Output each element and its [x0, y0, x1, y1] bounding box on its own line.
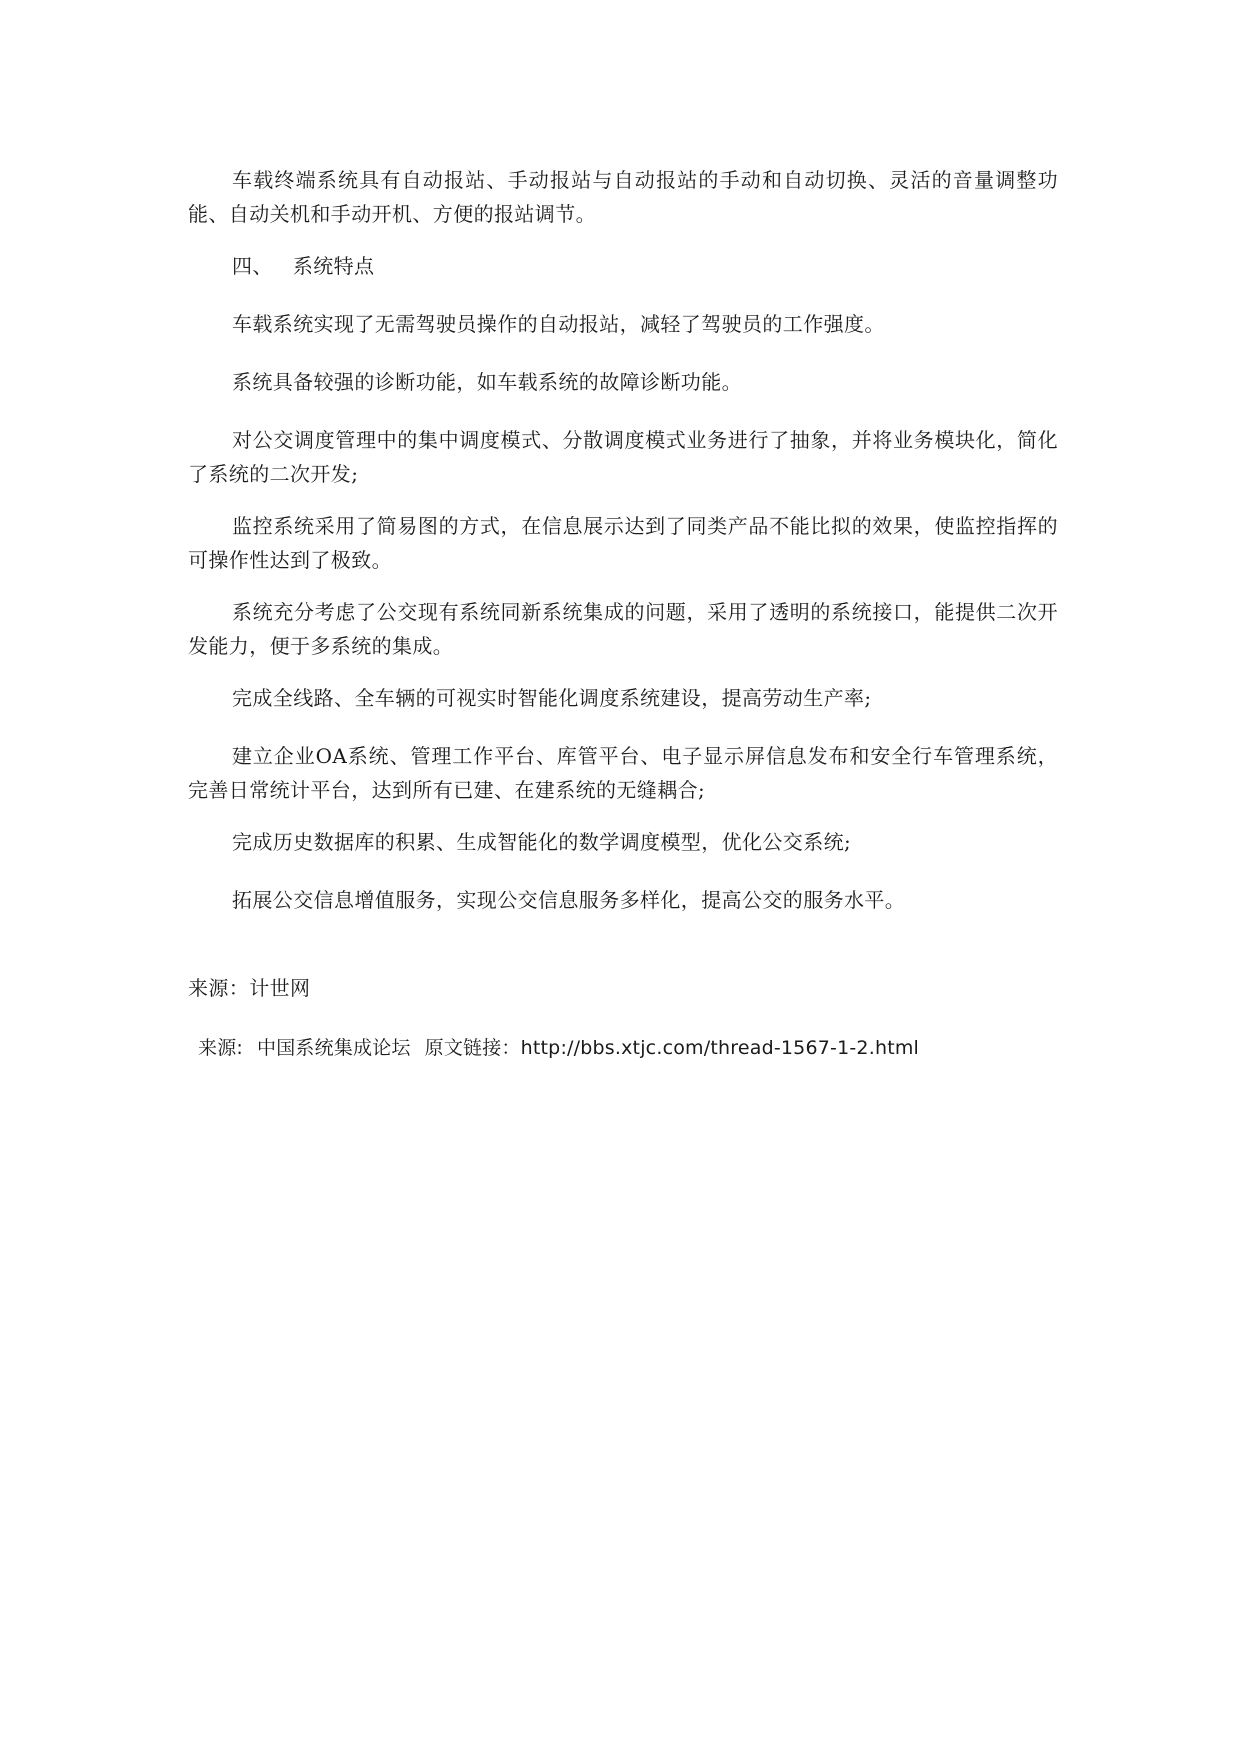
footer-link-label: 原文链接： [424, 1037, 521, 1059]
paragraph-oa-system: 建立企业OA系统、管理工作平台、库管平台、电子显示屏信息发布和安全行车管理系统，完善日常统计平台，达到所有已建、在建系统的无缝耦合; [188, 744, 1058, 802]
paragraph-dispatch-modes: 对公交调度管理中的集中调度模式、分散调度模式业务进行了抽象，并将业务模块化，简化了系统的二次开发; [188, 428, 1058, 486]
paragraph-realtime-dispatch: 完成全线路、全车辆的可视实时智能化调度系统建设，提高劳动生产率; [232, 686, 872, 710]
footer-source-line [198, 1031, 919, 1065]
section-heading [232, 249, 374, 283]
paragraph-integration: 系统充分考虑了公交现有系统同新系统集成的问题，采用了透明的系统接口，能提供二次开发能力，便于多系统的集成。 [188, 600, 1058, 658]
section-title: 系统特点 [292, 254, 375, 278]
paragraph-monitoring: 监控系统采用了简易图的方式，在信息展示达到了同类产品不能比拟的效果，使监控指挥的可操作性达到了极致。 [188, 514, 1058, 572]
paragraph-diagnosis: 系统具备较强的诊断功能，如车载系统的故障诊断功能。 [232, 370, 742, 394]
footer-source-label: 来源: [198, 1037, 244, 1059]
paragraph-value-added: 拓展公交信息增值服务，实现公交信息服务多样化，提高公交的服务水平。 [232, 888, 906, 912]
original-link[interactable]: http://bbs.xtjc.com/thread-1567-1-2.html [520, 1037, 920, 1059]
paragraph-auto-announce: 车载系统实现了无需驾驶员操作的自动报站，减轻了驾驶员的工作强度。 [232, 312, 885, 336]
source-note: 来源：计世网 [188, 976, 311, 1000]
paragraph-history-db: 完成历史数据库的积累、生成智能化的数学调度模型，优化公交系统; [232, 830, 852, 854]
section-number: 四、 [232, 254, 273, 278]
footer-source-name: 中国系统集成论坛 [257, 1037, 411, 1059]
paragraph-terminal-features: 车载终端系统具有自动报站、手动报站与自动报站的手动和自动切换、灵活的音量调整功能、自动关机和手动开机、方便的报站调节。 [188, 168, 1058, 226]
